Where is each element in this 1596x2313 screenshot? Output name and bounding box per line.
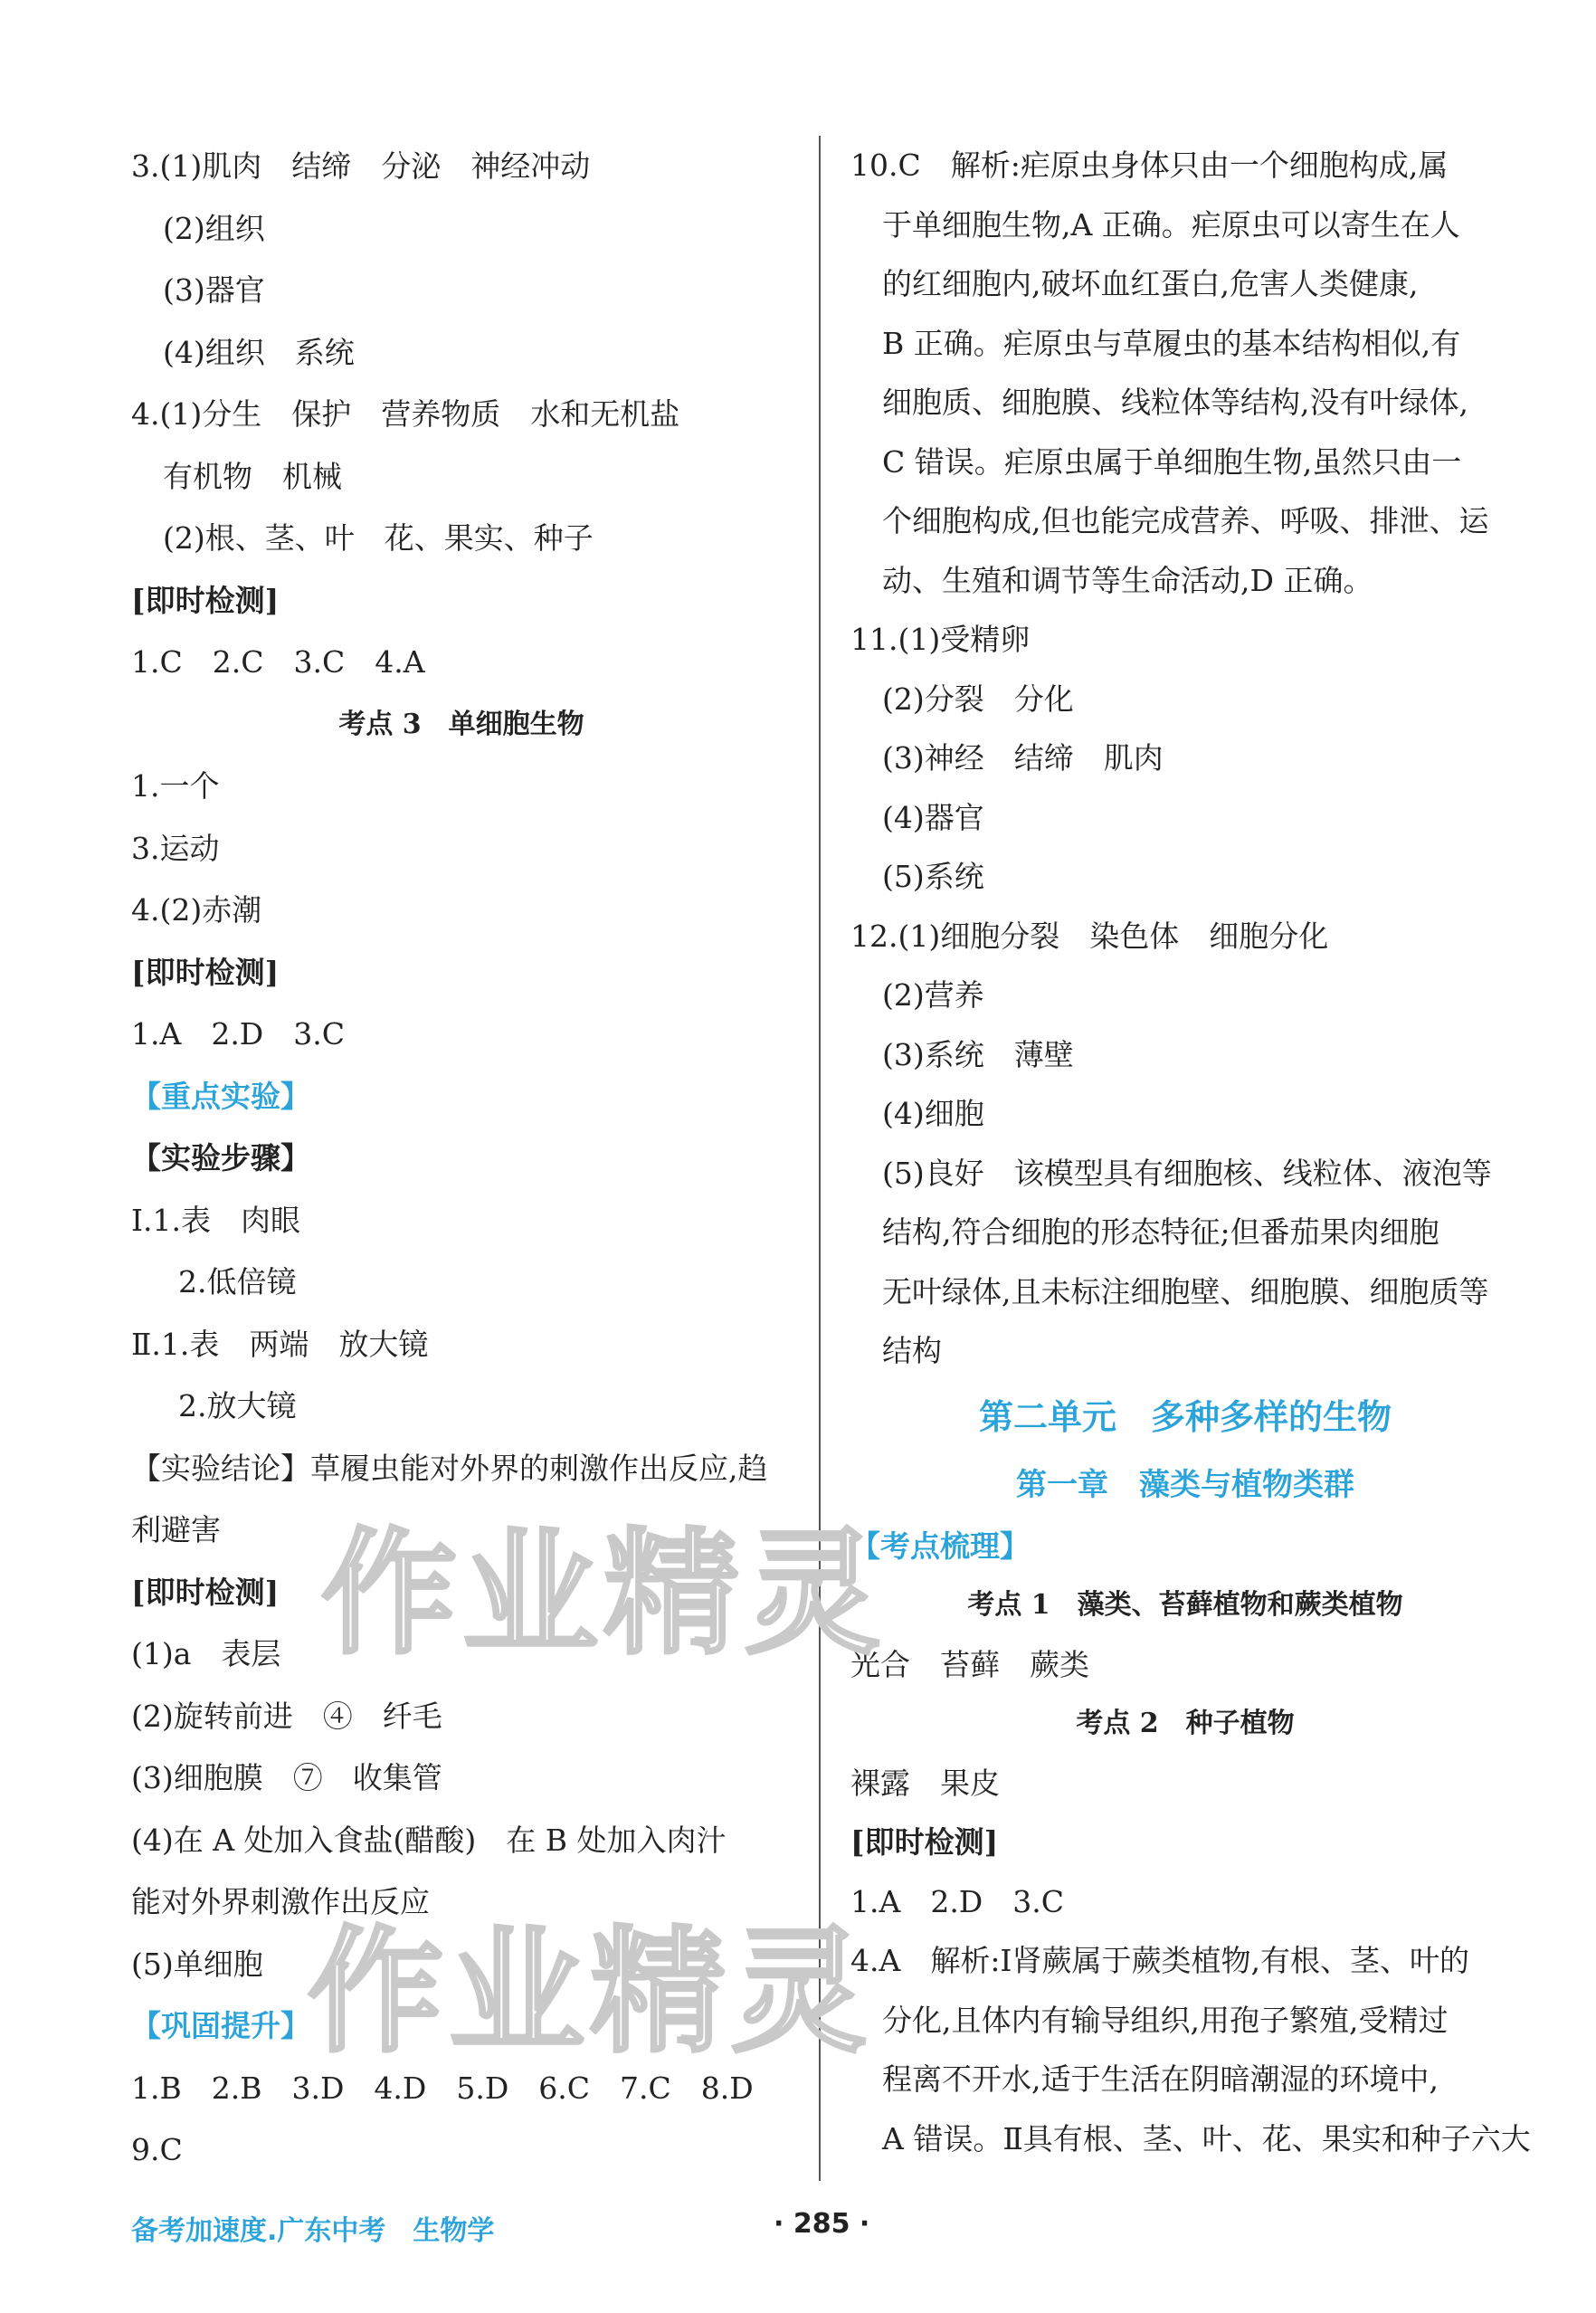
text-line: (5)良好 该模型具有细胞核、线粒体、液泡等 xyxy=(882,1155,1492,1191)
footer-title: 备考加速度.广东中考 生物学 xyxy=(131,2215,495,2247)
text-line: (5)单细胞 xyxy=(131,1946,263,1982)
text-line: 裸露 果皮 xyxy=(850,1765,1000,1801)
left-column xyxy=(131,136,792,2182)
text-line: (2)根、茎、叶 花、果实、种子 xyxy=(163,520,594,556)
text-line: (2)旋转前进 ④ 纤毛 xyxy=(131,1698,442,1734)
text-line: 1.一个 xyxy=(131,768,220,804)
text-line: (4)细胞 xyxy=(882,1096,984,1131)
text-line: 2.放大镜 xyxy=(178,1388,297,1423)
text-line: 1.A 2.D 3.C xyxy=(850,1883,1064,1919)
text-line: 3.(1)肌肉 结缔 分泌 神经冲动 xyxy=(131,148,591,184)
text-line: [即时检测] xyxy=(131,954,280,990)
text-line: 第一章 藻类与植物类群 xyxy=(1016,1466,1354,1503)
page-number: · 285 · xyxy=(774,2208,870,2240)
text-line: B 正确。疟原虫与草履虫的基本结构相似,有 xyxy=(882,325,1461,361)
text-line: 3.运动 xyxy=(131,830,220,866)
text-line: (2)分裂 分化 xyxy=(882,681,1074,717)
text-line: 考点 3 单细胞生物 xyxy=(338,708,584,740)
text-line: 1.B 2.B 3.D 4.D 5.D 6.C 7.C 8.D xyxy=(131,2070,754,2106)
text-line: (3)器官 xyxy=(163,272,265,308)
text-line: 考点 2 种子植物 xyxy=(1076,1708,1295,1739)
text-line: 【实验步骤】 xyxy=(131,1140,310,1176)
text-line: 分化,且体内有输导组织,用孢子繁殖,受精过 xyxy=(882,2002,1449,2038)
text-line: 个细胞构成,但也能完成营养、呼吸、排泄、运 xyxy=(882,503,1489,538)
text-line: 【实验结论】草履虫能对外界的刺激作出反应,趋 xyxy=(131,1450,768,1486)
text-line: 9.C xyxy=(131,2132,183,2167)
text-line: (5)系统 xyxy=(882,859,984,894)
text-line: [即时检测] xyxy=(850,1824,999,1860)
text-line: 【巩固提升】 xyxy=(131,2008,310,2043)
text-line: 能对外界刺激作出反应 xyxy=(131,1884,430,1919)
text-line: 1.A 2.D 3.C xyxy=(131,1016,345,1052)
text-line: C 错误。疟原虫属于单细胞生物,虽然只由一 xyxy=(882,443,1462,480)
text-line: (4)器官 xyxy=(882,799,984,835)
text-line: (4)组织 系统 xyxy=(163,334,355,370)
text-line: 【重点实验】 xyxy=(131,1078,310,1114)
text-line: Ⅰ.1.表 肉眼 xyxy=(131,1202,301,1238)
text-line: 【考点梳理】 xyxy=(850,1528,1030,1564)
text-line: Ⅱ.1.表 两端 放大镜 xyxy=(131,1326,429,1362)
text-line: (3)细胞膜 ⑦ 收集管 xyxy=(131,1760,442,1795)
watermark: 作业精灵 xyxy=(321,1516,887,1673)
right-column xyxy=(850,136,1531,2168)
text-line: 细胞质、细胞膜、线粒体等结构,没有叶绿体, xyxy=(882,385,1468,420)
text-line: (2)营养 xyxy=(882,977,984,1013)
text-line: 的红细胞内,破坏血红蛋白,危害人类健康, xyxy=(882,266,1419,301)
text-line: (2)组织 xyxy=(163,210,265,246)
text-line: [即时检测] xyxy=(131,1574,280,1610)
text-line: 无叶绿体,且未标注细胞壁、细胞膜、细胞质等 xyxy=(882,1273,1489,1309)
text-line: 第二单元 多种多样的生物 xyxy=(978,1396,1392,1437)
text-line: 11.(1)受精卵 xyxy=(850,622,1031,657)
text-line: 4.(2)赤潮 xyxy=(131,892,262,928)
text-line: 程离不开水,适于生活在阴暗潮湿的环境中, xyxy=(882,2061,1439,2097)
text-line: 2.低倍镜 xyxy=(178,1264,297,1299)
text-line: 12.(1)细胞分裂 染色体 细胞分化 xyxy=(850,918,1329,954)
text-line: 结构 xyxy=(882,1333,942,1368)
text-line: 结构,符合细胞的形态特征;但番茄果肉细胞 xyxy=(882,1214,1439,1250)
watermark: 作业精灵 xyxy=(308,1914,873,2071)
text-line: 于单细胞生物,A 正确。疟原虫可以寄生在人 xyxy=(882,206,1460,243)
text-line: 有机物 机械 xyxy=(163,458,342,494)
text-line: 光合 苔藓 蕨类 xyxy=(850,1646,1089,1682)
text-line: 4.A 解析:Ⅰ肾蕨属于蕨类植物,有根、茎、叶的 xyxy=(850,1943,1469,1978)
text-line: (1)a 表层 xyxy=(131,1636,281,1671)
text-line: 动、生殖和调节等生命活动,D 正确。 xyxy=(882,562,1373,598)
text-line: (3)神经 结缔 肌肉 xyxy=(882,740,1164,776)
text-line: A 错误。Ⅱ具有根、茎、叶、花、果实和种子六大 xyxy=(882,2120,1531,2156)
text-line: 10.C 解析:疟原虫身体只由一个细胞构成,属 xyxy=(850,148,1449,183)
text-line: (4)在 A 处加入食盐(醋酸) 在 B 处加入肉汁 xyxy=(131,1822,727,1858)
text-line: 考点 1 藻类、苔藓植物和蕨类植物 xyxy=(967,1589,1403,1621)
column-divider xyxy=(819,136,821,2181)
text-line: (3)系统 薄壁 xyxy=(882,1036,1074,1072)
text-line: [即时检测] xyxy=(131,582,280,618)
text-line: 1.C 2.C 3.C 4.A xyxy=(131,644,425,680)
text-line: 4.(1)分生 保护 营养物质 水和无机盐 xyxy=(131,396,680,432)
text-line: 利避害 xyxy=(131,1512,221,1547)
